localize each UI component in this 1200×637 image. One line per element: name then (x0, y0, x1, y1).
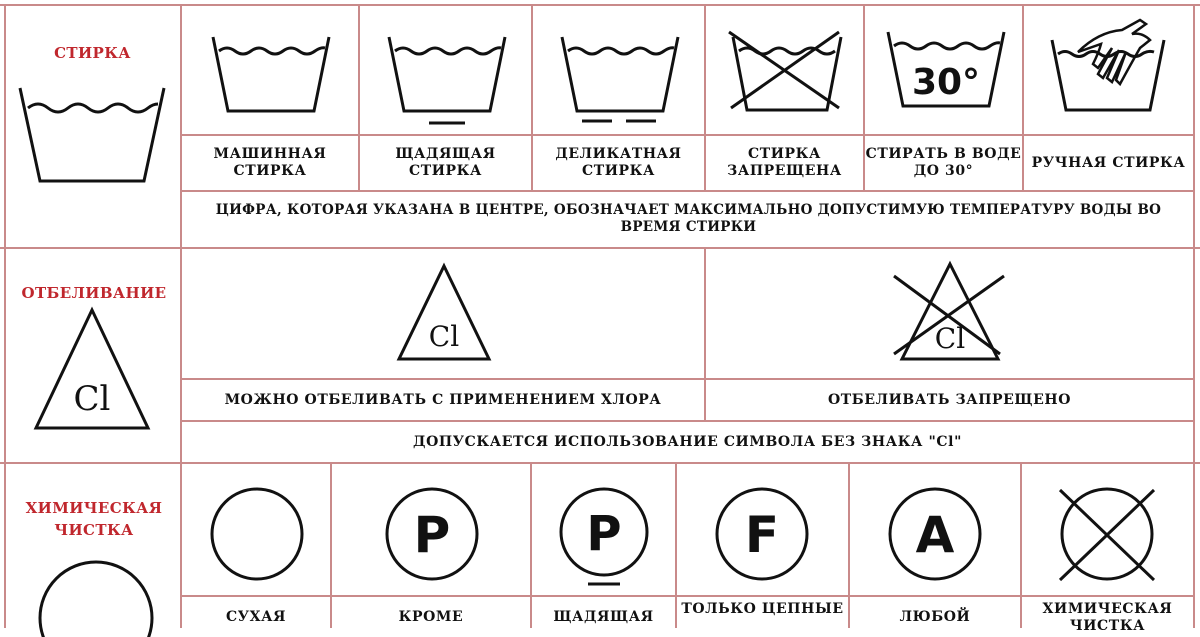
wash-label-gentle: ЩАДЯЩАЯ СТИРКА (395, 146, 496, 179)
dry-letter-text: F (744, 506, 780, 564)
wash-tub-30-icon (886, 30, 1006, 110)
bleach-triangle-icon (396, 264, 492, 362)
dry-clean-p-gentle-icon (556, 486, 652, 586)
dry-clean-a-icon (887, 486, 983, 582)
grid-line (180, 190, 1193, 192)
dry-label-4: ТОЛЬКО ЦЕПНЫЕ (681, 601, 844, 617)
dry-label-3: ЩАДЯЩАЯ (553, 609, 654, 625)
temperature-text: 30° (911, 62, 981, 103)
dry-clean-circle-icon (209, 486, 305, 582)
bleach-crossed-icon (892, 262, 1008, 362)
wash-note: ЦИФРА, КОТОРАЯ УКАЗАНА В ЦЕНТРЕ, ОБОЗНАЧАЕТ МАКСИМАЛЬНО ДОПУСТИМУЮ ТЕМПЕРАТУРУ ВОДЫ ВО ВРЕМЯ СТИРКИ (215, 202, 1162, 235)
bleach-symbol-text: Cl (428, 320, 460, 353)
dry-label-6: ХИМИЧЕСКАЯ ЧИСТКА (1042, 601, 1173, 634)
wash-label-delicate: ДЕЛИКАТНАЯ СТИРКА (555, 146, 682, 179)
bleach-triangle-icon (34, 308, 150, 432)
hand-wash-icon (1048, 14, 1172, 114)
wash-label-30: СТИРАТЬ В ВОДЕ ДО 30° (865, 146, 1022, 179)
section-title-dry-cleaning: ХИМИЧЕСКАЯ ЧИСТКА (25, 499, 163, 539)
bleach-note: ДОПУСКАЕТСЯ ИСПОЛЬЗОВАНИЕ СИМВОЛА БЕЗ ЗНАКА "Cl" (413, 433, 962, 450)
bleach-label-forbidden: ОТБЕЛИВАТЬ ЗАПРЕЩЕНО (827, 391, 1072, 408)
wash-tub-two-bars-icon (560, 35, 680, 127)
bleach-symbol-text: Cl (73, 379, 111, 419)
dry-label-1: СУХАЯ (225, 609, 287, 625)
section-title-washing: СТИРКА (54, 44, 131, 62)
dry-letter-text: P (586, 506, 622, 562)
grid-line (180, 4, 182, 628)
wash-label-machine: МАШИННАЯ СТИРКА (213, 146, 327, 179)
wash-tub-crossed-icon (727, 30, 847, 116)
dry-clean-p-icon (384, 486, 480, 582)
section-title-bleaching: ОТБЕЛИВАНИЕ (21, 284, 167, 302)
wash-tub-icon (18, 86, 168, 186)
wash-tub-one-bar-icon (387, 35, 507, 127)
dry-letter-text: A (915, 506, 955, 564)
bleach-label-allowed: МОЖНО ОТБЕЛИВАТЬ С ПРИМЕНЕНИЕМ ХЛОРА (224, 391, 662, 408)
dry-label-2: КРОМЕ (398, 609, 464, 625)
dry-label-5: ЛЮБОЙ (899, 609, 971, 625)
dry-clean-crossed-icon (1052, 482, 1162, 586)
dry-letter-text: P (413, 506, 451, 564)
dry-clean-f-icon (714, 486, 810, 582)
grid-line (1193, 4, 1195, 628)
wash-label-forbidden: СТИРКА ЗАПРЕЩЕНА (727, 146, 842, 179)
grid-line (4, 4, 6, 628)
dry-clean-circle-icon (34, 556, 158, 636)
wash-label-hand: РУЧНАЯ СТИРКА (1031, 154, 1186, 171)
bleach-symbol-text: Cl (934, 322, 966, 355)
wash-tub-icon (211, 35, 331, 115)
